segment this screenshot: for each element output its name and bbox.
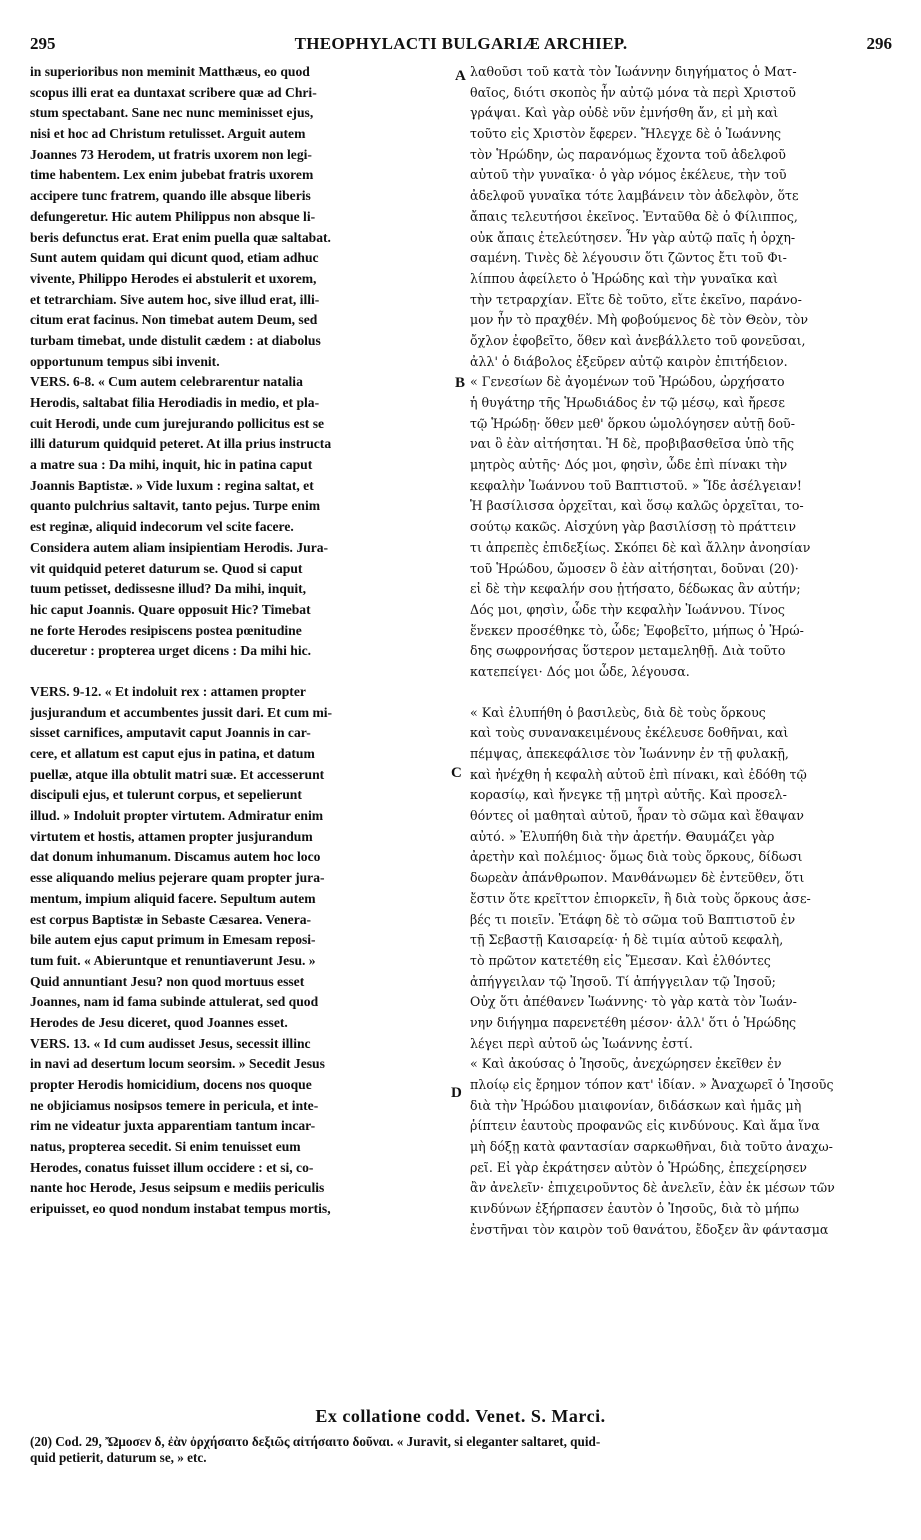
greek-text-line: καὶ ἠνέχθη ἡ κεφαλὴ αὐτοῦ ἐπὶ πίνακι, καὶ ἐδόθη τῷ [470,766,807,782]
latin-text-line: Sunt autem quidam qui dicunt quod, etiam adhuc [30,250,319,266]
left-page-number: 295 [30,34,56,53]
latin-text-line: natus, propterea secedit. Si enim tenuisset eum [30,1139,301,1155]
greek-text-line: ἡ θυγάτηρ τῆς Ἡρωδιάδος ἐν τῷ μέσῳ, καὶ ἤρεσε [470,395,785,410]
greek-text-line: εἰ δὲ τὴν κεφαλήν σου ᾐτήσατο, δέδωκας ἂν αὐτήν; [470,581,801,597]
latin-text-line: opportunum tempus sibi invenit. [30,353,220,369]
greek-text-line: οὐκ ἄπαις ἐτελεύτησεν. Ἦν γὰρ αὐτῷ παῖς ἡ ὀρχη- [470,229,796,245]
greek-text-line: Οὐχ ὅτι ἀπέθανεν Ἰωάννης· τὸ γὰρ κατὰ τὸν Ἰωάν- [470,994,797,1010]
greek-text-line: κινδύνων ἐξήρπασεν ἑαυτὸν ὁ Ἰησοῦς, διὰ τὸ μήπω [470,1201,800,1217]
latin-text-line: eripuisset, eo quod nondum instabat tempus mortis, [30,1201,331,1217]
greek-text-line: ρεῖ. Εἰ γὰρ ἐκράτησεν αὐτὸν ὁ Ἡρώδης, ἐπεχείρησεν [470,1159,807,1175]
greek-text-line: λέγει περὶ αὐτοῦ ὡς Ἰωάννης ἐστί. [470,1035,693,1051]
latin-text-line: defungeretur. Hic autem Philippus non absque li- [30,208,316,224]
latin-text-line: time habentem. Lex enim jubebat fratris uxorem [30,167,314,183]
latin-text-line: Quid annuntiant Jesu? non quod mortuus esset [30,973,305,989]
greek-text-line: διὰ τὴν Ἡρώδου μιαιφονίαν, διδάσκων καὶ ἡμᾶς μὴ [470,1097,802,1113]
running-title: THEOPHYLACTI BULGARIÆ ARCHIEP. [294,34,628,53]
latin-text-line: hic caput Joannis. Quare opposuit Hic? Timebat [30,601,311,617]
latin-text-line: in navi ad desertum locum seorsim. » Secedit Jesus [30,1056,325,1072]
latin-text-line: tuum petisset, dedissesne illud? Da mihi, inquit, [30,581,307,597]
greek-text-line: θόντες οἱ μαθηταὶ αὐτοῦ, ἦραν τὸ σῶμα καὶ ἔθαψαν [470,808,804,824]
greek-text-line: πέμψας, ἀπεκεφάλισε τὸν Ἰωάννην ἐν τῇ φυλακῇ, [470,746,789,761]
footnote-line: (20) Cod. 29, Ὤμοσεν δ, ἐὰν ὀρχήσαιτο δεξιῶς αἰτήσαιτο δοῦναι. « Juravit, si eleganter saltaret, quid- [30,1434,601,1449]
greek-text-line: πλοίῳ εἰς ἔρημον τόπον κατ' ἰδίαν. » Ἀναχωρεῖ ὁ Ἰησοῦς [470,1077,834,1092]
latin-text-line: nante hoc Herode, Jesus seipsum e mediis periculis [30,1180,325,1196]
greek-text-line: ἀρετὴν καὶ πολέμιος· ὅμως διὰ τοὺς ὅρκους, δίδωσι [470,849,803,865]
latin-text-line: Herodis, saltabat filia Herodiadis in medio, et pla- [30,395,320,410]
greek-text-line: ἀπήγγειλαν τῷ Ἰησοῦ. Τί ἀπήγγειλαν τῷ Ἰησοῦ; [470,973,776,989]
latin-text-line: vit quidquid peteret daturum se. Quod si caput [30,560,303,576]
latin-text-line: cere, et allatum est caput ejus in patina, et datum [30,746,315,761]
column-gap [30,662,452,682]
latin-text-line: jusjurandum et accumbentes jussit dari. Et cum mi- [30,704,333,720]
latin-text-line: cuit Herodi, unde cum jurejurando pollicitus est se [30,415,325,431]
greek-text-line: λίππου ἀφείλετο ὁ Ἡρώδης καὶ τὴν γυναῖκα καὶ [470,270,778,286]
latin-text-line: citum erat facinus. Non timebat autem Deum, sed [30,312,318,328]
latin-text-line: Herodes de Jesu diceret, quod Joannes esset. [30,1014,288,1030]
greek-text-line: θαῖος, διότι σκοπὸς ἦν αὐτῷ μόνα τὰ περὶ Χριστοῦ [470,84,796,100]
greek-text-line: τὴν τετραρχίαν. Εἴτε δὲ τοῦτο, εἴτε ἐκεῖνο, παράνο- [470,291,802,307]
latin-text-line: illi daturum quidquid peteret. At illa prius instructa [30,436,332,452]
greek-text-line: μητρὸς αὐτῆς· Δός μοι, φησὶν, ὧδε ἐπὶ πίνακι τὴν [470,457,788,473]
greek-text-line: « Καὶ ἐλυπήθη ὁ βασιλεὺς, διὰ δὲ τοὺς ὅρκους [470,704,766,720]
greek-text-line: ἄπαις τελευτήσοι ἐκεῖνος. Ἐνταῦθα δὲ ὁ Φίλιππος, [470,208,798,224]
latin-text-line: et tetrarchiam. Sive autem hoc, sive illud erat, illi- [30,291,320,307]
greek-text-line: τῇ Σεβαστῇ Καισαρείᾳ· ἡ δὲ τιμία αὐτοῦ κεφαλὴ, [470,932,784,948]
latin-text-line: propter Herodis homicidium, docens nos quoque [30,1077,312,1092]
greek-text-line: ἀδελφοῦ γυναῖκα τότε λαμβάνειν τὸν ἀδελφὸν, ὅτε [470,188,799,204]
greek-text-line: ἐνστῆναι τὸν καιρὸν τοῦ θανάτου, ἔδοξεν ἂν φάντασμα [470,1221,829,1237]
margin-marker-b: B [455,375,466,391]
latin-text-line: a matre sua : Da mihi, inquit, hic in patina caput [30,457,313,473]
latin-text-line: VERS. 6-8. « Cum autem celebrarentur natalia [30,374,303,390]
latin-text-line: Joannes 73 Herodem, ut fratris uxorem non legi- [30,146,312,162]
greek-text-line: ἕνεκεν προσέθηκε τὸ, ὧδε; Ἐφοβεῖτο, μήπως ὁ Ἡρώ- [470,622,804,638]
latin-text-line: dat donum inhumanum. Discamus autem hoc loco [30,849,321,865]
greek-text-line: δης σωφρονήσας ὕστερον μεταμεληθῇ. Διὰ τοῦτο [470,643,786,659]
column-gap [470,683,880,703]
latin-text-line: quanto pulchrius saltavit, tanto pejus. Turpe enim [30,498,321,514]
latin-text-line: duceretur : propterea urget dicens : Da mihi hic. [30,643,312,659]
greek-text-line: ῥίπτειν ἑαυτοὺς προφανῶς εἰς κινδύνους. Καὶ ἅμα ἵνα [470,1118,820,1134]
greek-text-line: νην διήγημα παρενετέθη μέσον· ἀλλ' ὅτι ὁ Ἡρώδης [470,1014,797,1030]
greek-text-block-1 [470,62,880,683]
greek-column [470,62,880,1241]
greek-text-line: τὸ πρῶτον κατετέθη εἰς Ἔμεσαν. Καὶ ἐλθόντες [470,952,771,968]
greek-text-line: αὐτοῦ τὴν γυναῖκα· ὁ γὰρ νόμος ἐκέλευε, τὴν τοῦ [470,167,787,183]
greek-text-line: ναι ὃ ἐὰν αἰτήσηται. Ἡ δὲ, προβιβασθεῖσα ὑπὸ τῆς [470,436,795,452]
latin-text-line: rim ne videatur juxta apparentiam tantum incar- [30,1118,316,1134]
greek-text-block-2 [470,703,880,1241]
latin-text-line: est reginæ, aliquid indecorum vel scite facere. [30,519,294,535]
greek-text-line: μον ἦν τὸ πραχθέν. Μὴ φοβούμενος δὲ τὸν Θεὸν, τὸν [470,312,808,328]
greek-text-line: μὴ δόξῃ κατὰ φαντασίαν σαρκωθῆναι, διὰ τοῦτο ἀναχω- [470,1139,833,1155]
greek-text-line: κορασίῳ, καὶ ἤνεγκε τῇ μητρὶ αὐτῆς. Καὶ προσελ- [470,787,787,803]
collation-heading: Ex collatione codd. Venet. S. Marci. [315,1406,606,1426]
greek-text-line: σούτῳ κακῶς. Αἰσχύνη γὰρ βασιλίσσῃ τὸ πράττειν [470,519,796,535]
margin-marker-a: A [455,68,466,84]
greek-text-line: σαμένη. Τινὲς δὲ λέγουσιν ὅτι ζῶντος ἔτι τοῦ Φι- [470,250,787,266]
latin-text-line: bile autem ejus caput primum in Emesam reposi- [30,932,316,948]
latin-text-line: est corpus Baptistæ in Sebaste Cæsarea. Venera- [30,911,312,927]
greek-text-line: « Καὶ ἀκούσας ὁ Ἰησοῦς, ἀνεχώρησεν ἐκεῖθεν ἐν [470,1056,782,1072]
greek-text-line: Ἡ βασίλισσα ὀρχεῖται, καὶ ὅσῳ καλῶς ὀρχεῖται, το- [470,498,804,514]
greek-text-line: αὐτό. » Ἐλυπήθη διὰ τὴν ἀρετήν. Θαυμάζει γὰρ [470,828,775,844]
footnote-line: quid petierit, daturum se, » etc. [30,1450,207,1465]
margin-marker-d: D [451,1085,462,1101]
greek-text-line: γράψαι. Καὶ γὰρ οὐδὲ νῦν ἐμνήσθη ἄν, εἰ μὴ καὶ [470,105,779,121]
latin-text-line: discipuli ejus, et tulerunt corpus, et sepelierunt [30,787,302,803]
latin-text-line: in superioribus non meminit Matthæus, eo quod [30,64,310,79]
latin-text-line: tum fuit. « Abieruntque et renuntiaverunt Jesu. » [30,952,316,968]
greek-text-line: τι ἀπρεπὲς ἐπιδεξίως. Σκόπει δὲ καὶ ἄλλην ἀνοησίαν [470,539,811,555]
latin-text-line: Considera autem aliam insipientiam Herodis. Jura- [30,539,329,555]
greek-text-line: κατεπείγει· Δός μοι ὧδε, λέγουσα. [470,663,690,679]
latin-text-line: ne objiciamus nosipsos temere in pericula, et inte- [30,1097,319,1113]
latin-text-block-2 [30,682,452,1220]
greek-text-line: ἔστιν ὅτε κρεῖττον ἐπιορκεῖν, ἢ διὰ τοὺς ὅρκους ἀσε- [470,890,811,906]
latin-text-line: virtutem et hostis, attamen propter jusjurandum [30,828,313,844]
greek-text-line: ὄχλον ἐφοβεῖτο, ὅθεν καὶ ἀνεβάλλετο τοῦ φονεῦσαι, [470,332,806,348]
latin-text-line: scopus illi erat ea duntaxat scribere quæ ad Chri- [30,84,317,100]
latin-text-line: vivente, Philippo Herodes ei abstulerit et uxorem, [30,270,317,286]
latin-text-line: accipere tunc fratrem, quando ille absque liberis [30,188,311,204]
greek-text-line: δωρεὰν ἀπάνθρωπον. Μανθάνωμεν δὲ ἐντεῦθεν, ὅτι [470,870,805,886]
latin-text-line: Joannis Baptistæ. » Vide luxum : regina saltat, et [30,477,314,493]
greek-text-line: τοῦ Ἡρώδου, ὤμοσεν ὃ ἐὰν αἰτήσηται, δοῦναι (20)· [470,560,799,576]
latin-column [30,62,452,1220]
latin-text-line: ne forte Herodes resipiscens postea pœnitudine [30,622,302,638]
margin-marker-c: C [451,765,462,781]
latin-text-line: VERS. 13. « Id cum audisset Jesus, secessit illinc [30,1035,311,1051]
latin-text-line: illud. » Indoluit propter virtutem. Admiratur enim [30,808,324,824]
greek-text-line: ἀλλ' ὁ διάβολος ἐξεῦρεν αὐτῷ καιρὸν ἐπιτήδειον. [470,353,788,369]
greek-text-line: καὶ τοὺς συνανακειμένους ἐκέλευσε δοθῆναι, καὶ [470,725,789,741]
page-header [30,34,892,56]
greek-text-line: Δός μοι, φησὶν, ὧδε τὴν κεφαλὴν Ἰωάννου. Τίνος [470,601,785,617]
greek-text-line: λαθοῦσι τοῦ κατὰ τὸν Ἰωάννην διηγήματος ὁ Ματ- [470,64,797,79]
latin-text-line: nisi et hoc ad Christum retulisset. Arguit autem [30,126,306,142]
latin-text-line: Herodes, conatus fuisset illum occidere : et si, co- [30,1159,314,1175]
greek-text-line: τῷ Ἡρώδῃ· ὅθεν μεθ' ὅρκου ὡμολόγησεν αὐτῇ δοῦ- [470,415,795,431]
latin-text-line: beris defunctus erat. Erat enim puella quæ saltabat. [30,229,331,245]
latin-text-line: esse aliquando melius pejerare quam propter jura- [30,870,325,886]
greek-text-line: ἂν ἀνελεῖν· ἐπιχειροῦντος δὲ ἀνελεῖν, ἐὰν ἐκ μέσων τῶν [470,1180,835,1196]
greek-text-line: « Γενεσίων δὲ ἀγομένων τοῦ Ἡρώδου, ὠρχήσατο [470,374,785,390]
latin-text-line: mentum, impium aliquid facere. Sepultum autem [30,890,316,906]
footnote [30,1434,900,1466]
latin-text-line: Joannes, nam id fama subinde attulerat, sed quod [30,994,319,1010]
right-page-number: 296 [866,34,892,53]
greek-text-line: τοῦτο εἰς Χριστὸν ἔφερεν. Ἤλεγχε δὲ ὁ Ἰωάννης [470,126,782,142]
latin-text-line: stum spectabant. Sane nec nunc meminisset ejus, [30,105,314,121]
greek-text-line: βές τι ποιεῖν. Ἐτάφη δὲ τὸ σῶμα τοῦ Βαπτιστοῦ ἐν [470,911,796,927]
greek-text-line: τὸν Ἡρώδην, ὡς παρανόμως ἔχοντα τοῦ ἀδελφοῦ [470,146,786,162]
latin-text-line: VERS. 9-12. « Et indoluit rex : attamen propter [30,683,306,699]
latin-text-block-1 [30,62,452,662]
latin-text-line: puellæ, atque illa obtulit matri suæ. Et accesserunt [30,766,325,782]
latin-text-line: sisset carnifices, amputavit caput Joannis in car- [30,725,311,741]
greek-text-line: κεφαλὴν Ἰωάννου τοῦ Βαπτιστοῦ. » Ἴδε ἀσέλγειαν! [470,477,802,493]
latin-text-line: turbam timebat, unde distulit cædem : at diabolus [30,332,321,348]
